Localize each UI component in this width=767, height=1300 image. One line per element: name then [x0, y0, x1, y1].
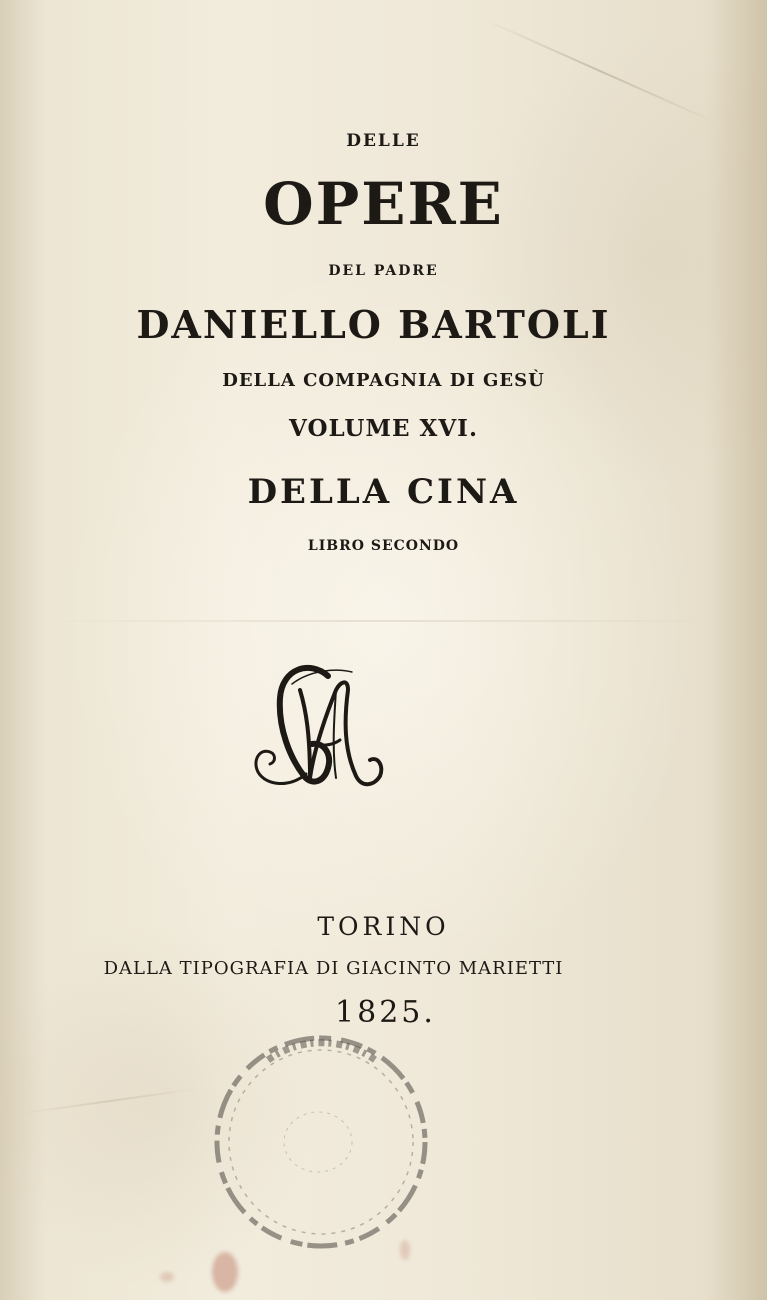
paper-crease [40, 620, 720, 622]
book-part: LIBRO SECONDO [307, 538, 460, 554]
paper-stain [212, 1252, 238, 1292]
author-name: DANIELLO BARTOLI [136, 302, 611, 347]
imprint-year: 1825. [335, 995, 436, 1030]
imprint-city: TORINO [317, 912, 450, 941]
heading-del-padre: DEL PADRE [328, 263, 439, 279]
circular-stamp-icon [208, 1030, 434, 1254]
paper-crease [481, 17, 719, 125]
work-title: DELLA CINA [247, 472, 520, 512]
imprint-publisher: DALLA TIPOGRAFIA DI GIACINTO MARIETTI [103, 958, 564, 979]
monogram-icon [240, 650, 390, 800]
heading-delle: DELLE [346, 131, 421, 151]
author-affiliation: DELLA COMPAGNIA DI GESÙ [222, 370, 545, 391]
paper-stain [160, 1272, 174, 1282]
volume-number: VOLUME XVI. [289, 415, 478, 442]
paper-crease [21, 1087, 200, 1114]
heading-opere: OPERE [263, 170, 504, 238]
